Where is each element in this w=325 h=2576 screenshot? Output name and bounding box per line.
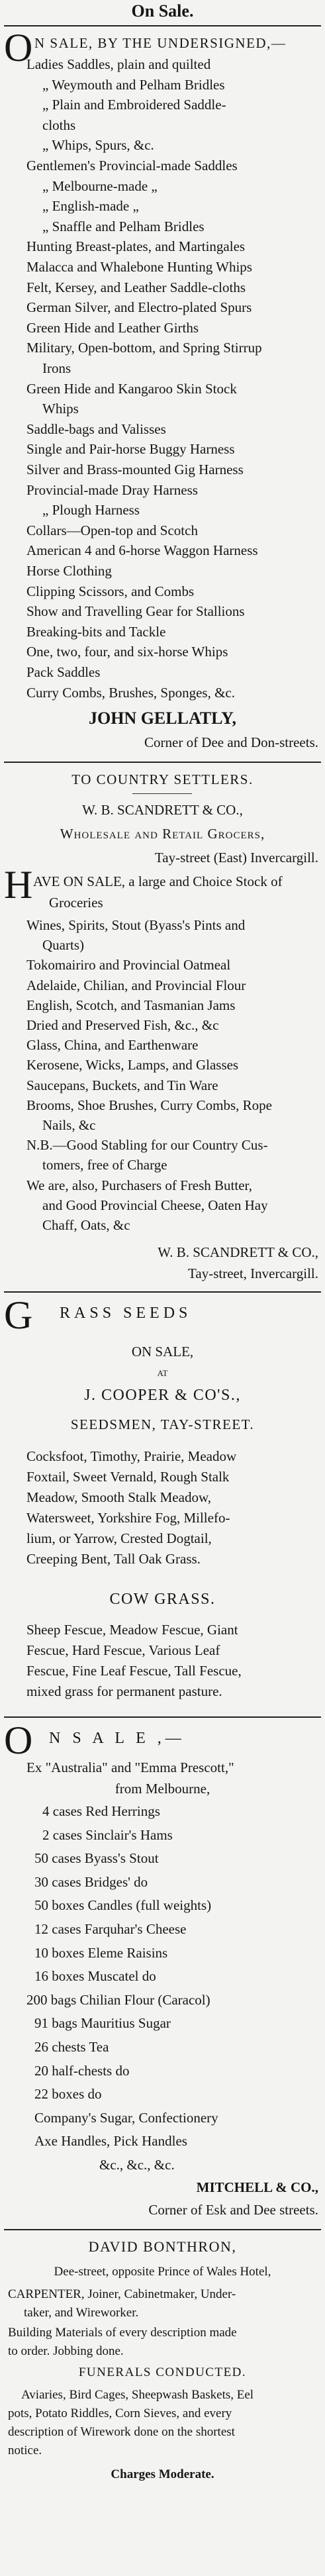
- list-item: Show and Travelling Gear for Stallions: [26, 603, 245, 620]
- list-item: Gentlemen's Provincial-made Saddles: [26, 158, 238, 173]
- divider: [4, 762, 321, 763]
- list-item: Whips: [42, 401, 79, 417]
- list-item: Adelaide, Chilian, and Provincial Flour: [26, 977, 246, 993]
- list-item: Dried and Preserved Fish, &c., &c: [26, 1017, 219, 1033]
- aviaries-line: Aviaries, Bird Cages, Sheepwash Baskets, Eel: [21, 2388, 254, 2402]
- list-item: Collars—Open-top and Scotch: [26, 522, 198, 538]
- cow-grass-line: Fescue, Fine Leaf Fescue, Tall Fescue,: [26, 1663, 242, 1679]
- list-item: Saddle-bags and Valisses: [26, 421, 166, 437]
- cow-grass-line: Sheep Fescue, Meadow Fescue, Giant: [26, 1622, 238, 1638]
- ad-heading: N S A L E ,—: [49, 1730, 185, 1747]
- list-item: Saucepans, Buckets, and Tin Ware: [26, 1077, 218, 1093]
- list-item: Felt, Kersey, and Leather Saddle-cloths: [26, 279, 246, 295]
- drop-cap: H: [4, 863, 33, 907]
- list-item: N.B.—Good Stabling for our Country Cus-: [26, 1137, 268, 1154]
- list-item: Company's Sugar, Confectionery: [34, 2109, 218, 2126]
- list-item: German Silver, and Electro-plated Spurs: [26, 299, 252, 316]
- divider: [4, 2229, 321, 2230]
- funerals-heading: FUNERALS CONDUCTED.: [78, 2365, 247, 2379]
- aviaries-line: notice.: [8, 2444, 42, 2457]
- firm-location: Tay-street (East) Invercargill.: [154, 850, 318, 866]
- ad-heading: TO COUNTRY SETTLERS.: [71, 771, 254, 787]
- list-item: „ Melbourne-made „: [42, 177, 158, 194]
- grass-line: Foxtail, Sweet Vernald, Rough Stalk: [26, 1469, 230, 1485]
- list-item: Breaking-bits and Tackle: [26, 623, 166, 640]
- ad-lead: N SALE, BY THE UNDERSIGNED,—: [34, 35, 287, 51]
- list-item: 30 cases Bridges' do: [34, 1873, 148, 1890]
- list-item: Horse Clothing: [26, 563, 112, 579]
- section-heading: COW GRASS.: [109, 1591, 216, 1608]
- ad-lead-continued: Groceries: [49, 895, 103, 911]
- list-item: 10 boxes Eleme Raisins: [34, 1944, 168, 1961]
- cow-grass-line: mixed grass for permanent pasture.: [26, 1683, 222, 1699]
- list-item: 20 half-chests do: [34, 2062, 130, 2079]
- list-item: „ Whips, Spurs, &c.: [42, 137, 154, 154]
- divider: [4, 25, 321, 26]
- list-item: One, two, four, and six-horse Whips: [26, 644, 228, 660]
- short-rule: [132, 793, 192, 794]
- signature: MITCHELL & CO.,: [196, 2179, 318, 2195]
- list-item: 22 boxes do: [34, 2086, 102, 2103]
- list-item: Kerosene, Wicks, Lamps, and Glasses: [26, 1057, 239, 1073]
- list-item: tomers, free of Charge: [42, 1157, 167, 1173]
- firm-name: J. COOPER & CO'S.,: [84, 1387, 241, 1404]
- list-item: Green Hide and Kangaroo Skin Stock: [26, 380, 237, 397]
- list-item: „ Plain and Embroidered Saddle-: [42, 97, 226, 113]
- list-item: Silver and Brass-mounted Gig Harness: [26, 462, 244, 477]
- on-sale-label: ON SALE,: [131, 1344, 194, 1360]
- list-item: American 4 and 6-horse Waggon Harness: [26, 542, 258, 559]
- list-item: Clipping Scissors, and Combs: [26, 583, 195, 599]
- list-item: 4 cases Red Herrings: [42, 1803, 160, 1819]
- list-item: „ Plough Harness: [42, 502, 140, 519]
- list-item: Quarts): [42, 937, 84, 954]
- at-label: AT: [157, 1368, 168, 1378]
- cow-grass-line: Fescue, Hard Fescue, Various Leaf: [26, 1642, 220, 1658]
- list-item: Single and Pair-horse Buggy Harness: [26, 441, 235, 458]
- list-item: „ English-made „: [42, 198, 139, 215]
- divider: [4, 1291, 321, 1293]
- list-item: 16 boxes Muscatel do: [34, 1968, 156, 1985]
- list-item: Glass, China, and Earthenware: [26, 1037, 199, 1054]
- list-item: „ Weymouth and Pelham Bridles: [42, 76, 225, 93]
- list-item: Malacca and Whalebone Hunting Whips: [26, 259, 252, 275]
- firm-name: W. B. SCANDRETT & CO.,: [82, 802, 243, 818]
- list-item: English, Scotch, and Tasmanian Jams: [26, 997, 236, 1013]
- page-title: On Sale.: [131, 1, 194, 21]
- list-item: Brooms, Shoe Brushes, Curry Combs, Rope: [26, 1097, 273, 1113]
- list-item: 200 bags Chilian Flour (Caracol): [26, 1991, 210, 2008]
- list-item: Green Hide and Leather Girths: [26, 319, 199, 336]
- firm-trade: SEEDSMEN, TAY-STREET.: [70, 1416, 255, 1432]
- grass-line: Watersweet, Yorkshire Fog, Millefo-: [26, 1510, 230, 1526]
- list-item: Ladies Saddles, plain and quilted: [26, 56, 211, 72]
- list-item: 50 boxes Candles (full weights): [34, 1897, 212, 1914]
- aviaries-line: pots, Potato Riddles, Corn Sieves, and every: [8, 2406, 232, 2420]
- grass-line: Cocksfoot, Timothy, Prairie, Meadow: [26, 1448, 237, 1464]
- from-line: from Melbourne,: [115, 1781, 210, 1797]
- advertiser-name: DAVID BONTHRON,: [88, 2238, 237, 2255]
- trade-line-continued: taker, and Wireworker.: [24, 2306, 139, 2320]
- list-item: Hunting Breast-plates, and Martingales: [26, 238, 246, 255]
- list-item: 12 cases Farquhar's Cheese: [34, 1921, 187, 1937]
- grass-line: lium, or Yarrow, Crested Dogtail,: [26, 1530, 212, 1546]
- materials-line-continued: to order. Jobbing done.: [8, 2344, 124, 2358]
- signature: W. B. SCANDRETT & CO.,: [158, 1244, 318, 1260]
- grass-line: Meadow, Smooth Stalk Meadow,: [26, 1489, 211, 1505]
- aviaries-line: description of Wirework done on the shortest: [8, 2425, 235, 2439]
- divider: [4, 1716, 321, 1718]
- list-item: „ Snaffle and Pelham Bridles: [42, 218, 205, 234]
- list-item: Chaff, Oats, &c: [42, 1217, 130, 1233]
- firm-trade: Wholesale and Retail Grocers,: [60, 826, 265, 842]
- list-item: &c., &c., &c.: [99, 2157, 175, 2173]
- advertiser-address: Dee-street, opposite Prince of Wales Hotel,: [54, 2265, 271, 2279]
- list-item: Axe Handles, Pick Handles: [34, 2133, 187, 2150]
- ad-heading: RASS SEEDS: [60, 1305, 192, 1322]
- list-item: 50 cases Byass's Stout: [34, 1850, 159, 1867]
- list-item: Curry Combs, Brushes, Sponges, &c.: [26, 684, 235, 701]
- drop-cap: G: [4, 1293, 33, 1337]
- trade-line: CARPENTER, Joiner, Cabinetmaker, Under-: [8, 2287, 236, 2301]
- list-item: cloths: [42, 117, 76, 133]
- list-item: and Good Provincial Cheese, Oaten Hay: [42, 1197, 268, 1213]
- drop-cap: O: [4, 1718, 33, 1762]
- charges-note: Charges Moderate.: [111, 2467, 214, 2481]
- list-item: Military, Open-bottom, and Spring Stirrup: [26, 340, 262, 356]
- list-item: 2 cases Sinclair's Hams: [42, 1826, 173, 1843]
- list-item: Nails, &c: [42, 1117, 96, 1133]
- drop-cap: O: [4, 26, 33, 70]
- signature-address: Tay-street, Invercargill.: [188, 1265, 318, 1281]
- list-item: Irons: [42, 360, 71, 376]
- ad-lead: AVE ON SALE, a large and Choice Stock of: [33, 873, 283, 889]
- grass-line: Creeping Bent, Tall Oak Grass.: [26, 1551, 201, 1567]
- materials-line: Building Materials of every description made: [8, 2326, 237, 2340]
- advertiser-name: JOHN GELLATLY,: [88, 709, 236, 728]
- list-item: 91 bags Mauritius Sugar: [34, 2015, 171, 2032]
- ex-line: Ex "Australia" and "Emma Prescott,": [26, 1759, 234, 1775]
- list-item: Pack Saddles: [26, 664, 101, 680]
- advertiser-address: Corner of Dee and Don-streets.: [144, 734, 318, 750]
- list-item: Provincial-made Dray Harness: [26, 481, 198, 498]
- list-item: 26 chests Tea: [34, 2039, 109, 2055]
- list-item: We are, also, Purchasers of Fresh Butter,: [26, 1177, 252, 1193]
- list-item: Wines, Spirits, Stout (Byass's Pints and: [26, 917, 246, 933]
- signature-address: Corner of Esk and Dee streets.: [148, 2202, 318, 2218]
- list-item: Tokomairiro and Provincial Oatmeal: [26, 957, 231, 973]
